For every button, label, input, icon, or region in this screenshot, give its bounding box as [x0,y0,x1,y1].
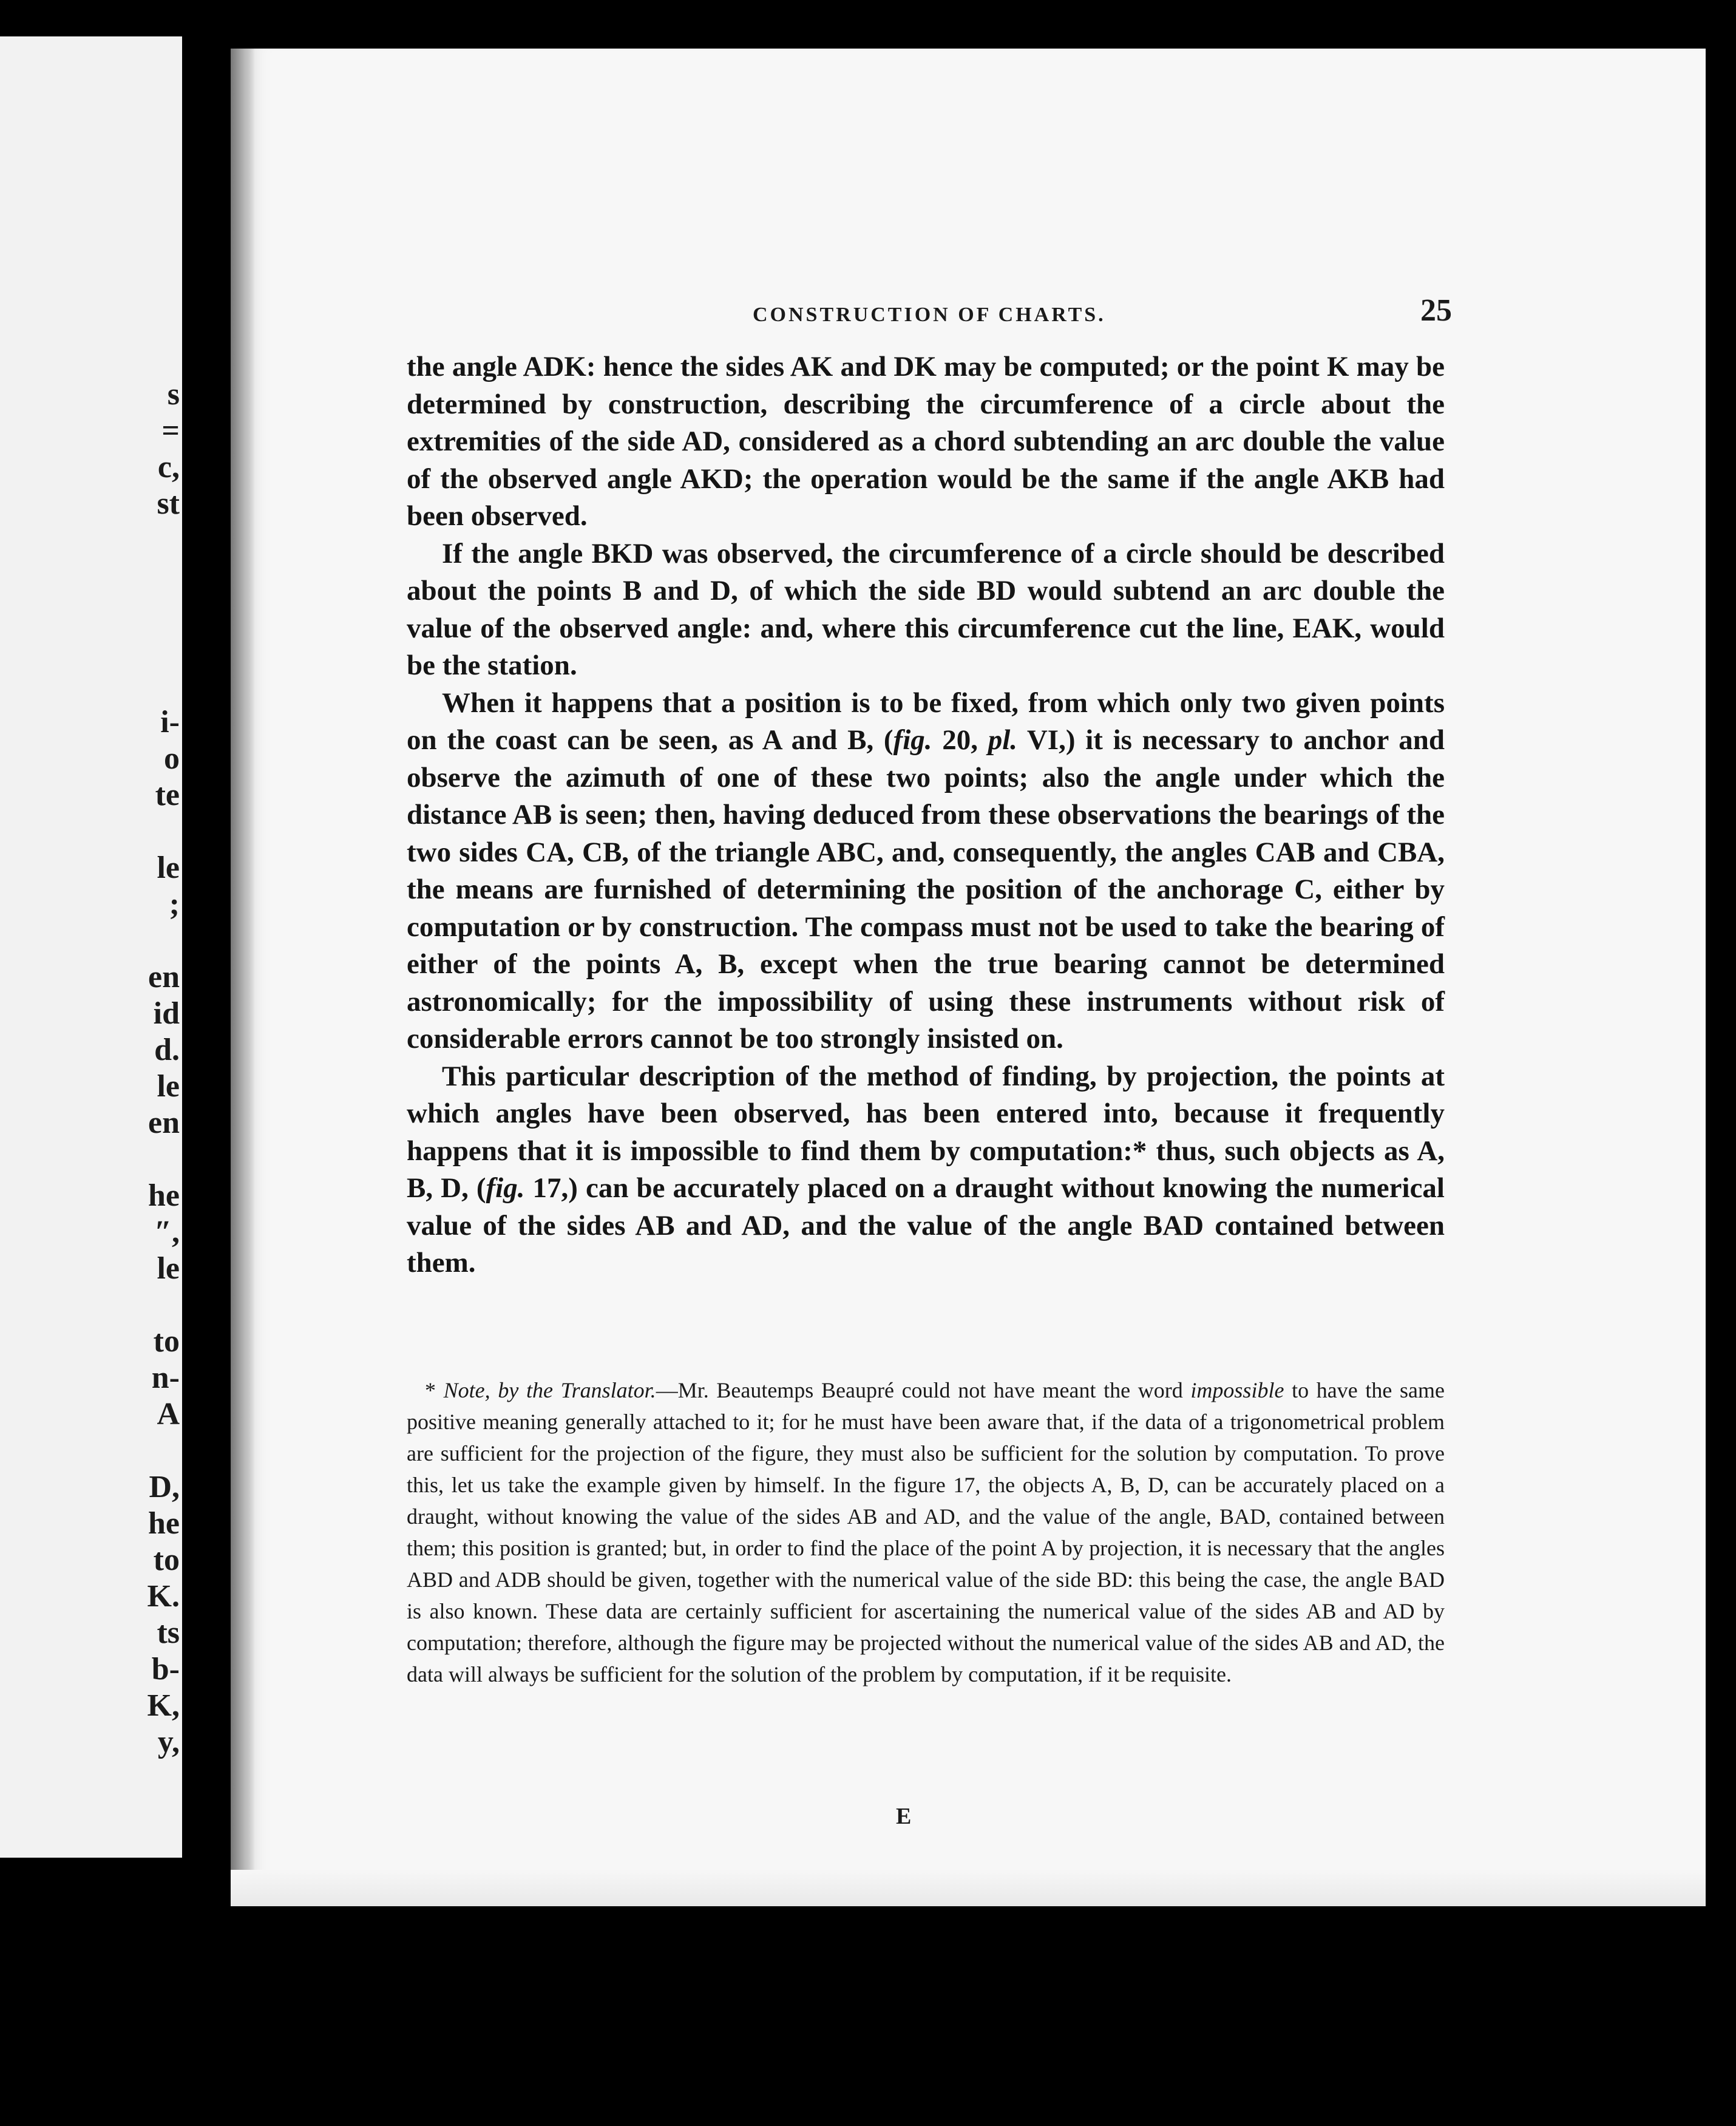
left-margin-fragment [143,1433,180,1469]
translator-footnote: * Note, by the Translator.—Mr. Beautemps Beaupré could not have meant the word impossible to have the same positive meaning generally attached to it; for he must have been aware that, if the data of a trigonometrical problem are sufficient for the projection of the figure, they must also be sufficient for the solution by computation. To prove this, let us take the example given by himself. In the figure 17, the objects A, B, D, can be accurately placed on a draught, without knowing the value of the sides AB and AD, and the value of the angle, BAD, contained between them; this position is granted; but, in order to find the place of the point A by projection, it is necessary that the angles ABD and ADB should be given, together with the numerical value of the side BD: this being the case, the angle BAD is also known. These data are certainly sufficient for ascertaining the numerical value of the sides AB and AD by computation; therefore, although the figure may be projected without the numerical value of the sides AB and AD, the data will always be sufficient for the solution of the problem by computation, if it be requisite. [407,1378,1445,1686]
left-margin-fragment: le [157,851,180,885]
left-margin-fragment: K, [147,1688,180,1723]
scan-frame-bottom [182,1906,1736,2126]
left-margin-fragment [143,1287,180,1323]
left-margin-fragment: st [157,486,180,521]
running-head: CONSTRUCTION OF CHARTS. [753,304,1106,326]
left-margin-fragment: ts [157,1615,180,1650]
signature-mark: E [896,1804,912,1829]
scan-frame-right [1706,0,1736,2126]
left-margin-fragment: D, [149,1470,180,1504]
left-margin-fragment: ; [169,887,180,922]
left-margin-fragment: en [148,960,180,994]
left-margin-fragment [143,923,180,959]
left-margin-fragment: to [153,1543,180,1577]
left-margin-fragment: ″, [154,1215,180,1249]
page-number: 25 [1420,293,1452,328]
paragraph-2: If the angle BKD was observed, the circumference of a circle should be described about the points B and D, of which the side BD would subtend an arc double the value of the observed angle: and, where this circumference cut the line, EAK, would be the station. [407,537,1445,681]
left-margin-fragment: = [161,413,180,448]
left-margin-fragment [143,1141,180,1178]
paragraph-4: This particular description of the method of finding, by projection, the points at which angles have been observed, has been entered into, because it frequently happens that it is impossible to find them by computation:* thus, such objects as A, B, D, (fig. 17,) can be accurately placed on a draught without knowing the numerical value of the sides AB and AD, and the value of the angle BAD contained between them. [407,1060,1445,1279]
left-margin-fragment [143,813,180,850]
left-margin-fragment: to [153,1324,180,1359]
left-margin-fragment: o [164,741,180,776]
left-margin-fragment: te [155,778,180,812]
left-margin-fragment: id [153,996,180,1031]
left-margin-fragment: en [148,1105,180,1140]
left-margin-fragment: he [148,1506,180,1541]
left-margin-fragment [143,631,180,668]
left-margin-fragment: d. [154,1033,180,1067]
right-page [231,49,1706,1906]
left-margin-fragment: y, [157,1725,180,1759]
paragraph-1: the angle ADK: hence the sides AK and DK may be computed; or the point K may be determined by construction, describing the circumference of a circle about the extremities of the side AD, considered as a chord subtending an arc double the value of the observed angle AKD; the operation would be the same if the angle AKB had been observed. [407,351,1445,532]
left-margin-fragment: le [157,1069,180,1104]
body-text [407,348,1445,1282]
left-margin-fragment [143,668,180,704]
left-margin-fragment: K. [147,1579,180,1614]
left-page-edge [0,36,182,1858]
left-margin-fragment: n- [151,1360,180,1395]
left-margin-fragment: le [157,1251,180,1286]
left-margin-fragment: s [167,377,180,412]
paragraph-3: When it happens that a position is to be fixed, from which only two given points on the coast can be seen, as A and B, (fig. 20, pl. VI,) it is necessary to anchor and observe the azimuth of one of these two points; also the angle under which the distance AB is seen; then, having deduced from these observations the bearings of the two sides CA, CB, of the triangle ABC, and, consequently, the angles CAB and CBA, the means are furnished of determining the position of the anchorage C, either by computation or by construction. The compass must not be used to take the bearing of either of the points A, B, except when the true bearing cannot be determined astronomically; for the impossibility of using these instruments without risk of considerable errors cannot be too strongly insisted on. [407,687,1445,1055]
left-margin-fragment: i- [160,705,180,739]
left-margin-fragment: A [157,1397,180,1431]
left-margin-fragment: he [148,1178,180,1213]
left-margin-fragment [143,522,180,559]
left-margin-fragment [143,595,180,631]
gutter-shadow [231,49,255,1906]
left-margin-fragment [143,559,180,595]
footnote-label: Note, by the Translator. [443,1378,656,1402]
left-page-margin-fragments [143,376,180,1761]
book-gutter [182,0,231,2126]
left-margin-fragment: c, [157,450,180,484]
left-margin-fragment: b- [151,1652,180,1686]
footnote-marker: * [425,1378,444,1402]
page-bottom-edge [231,1870,1706,1906]
